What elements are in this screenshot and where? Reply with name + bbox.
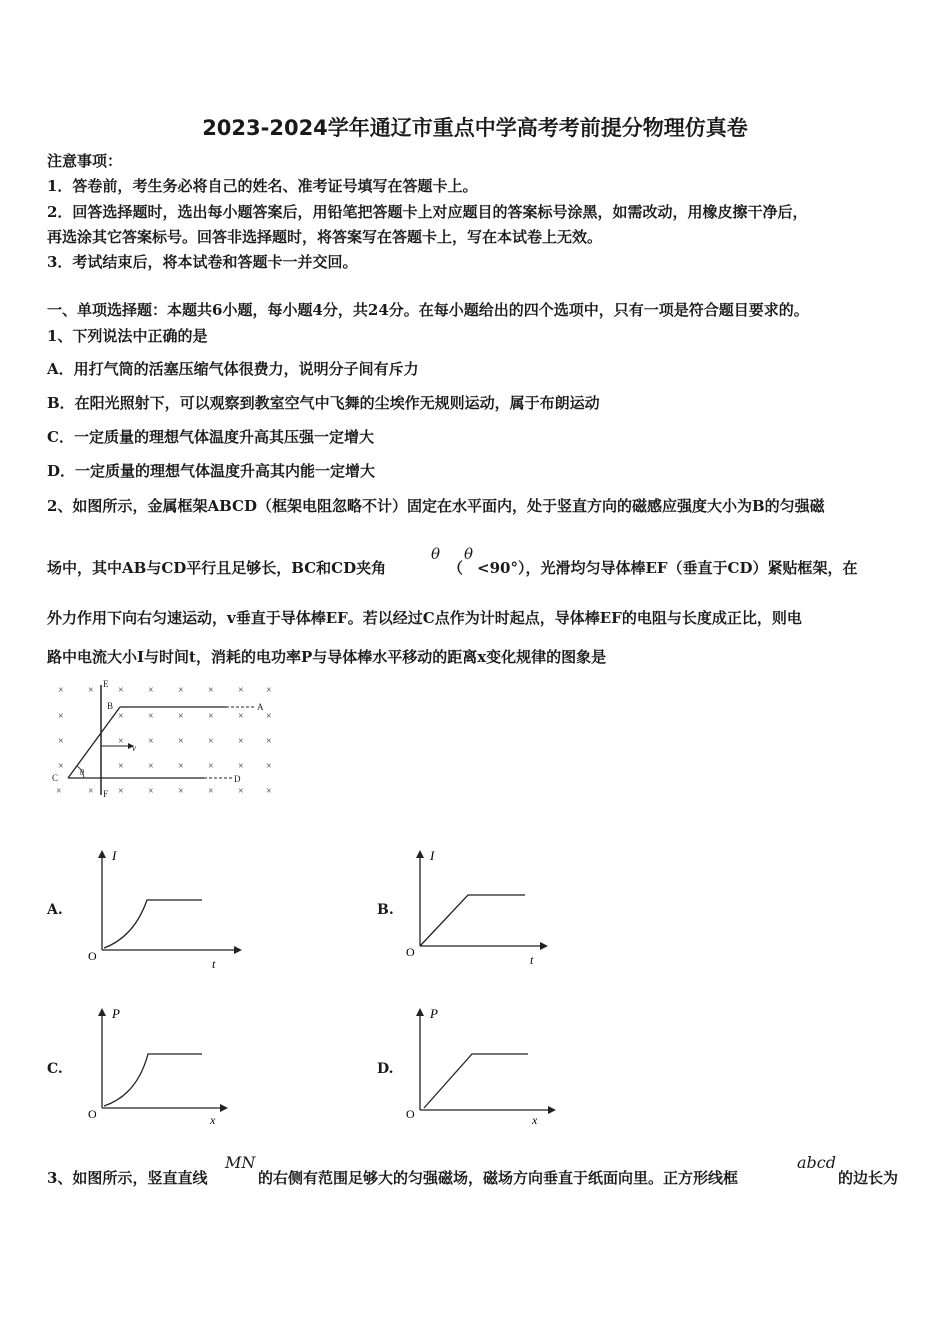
notice-item: 3．考试结束后，将本试卷和答题卡一并交回。 bbox=[47, 253, 358, 271]
graph-ylabel: I bbox=[430, 848, 435, 863]
graph-option-b-letter: B. bbox=[377, 902, 394, 918]
label-b: B bbox=[107, 701, 114, 711]
svg-text:×: × bbox=[118, 786, 124, 797]
question-2-line: 场中，其中AB与CD平行且足够长，BC和CD夹角 bbox=[47, 559, 387, 577]
svg-text:×: × bbox=[266, 736, 272, 747]
question-3-line: 的右侧有范围足够大的匀强磁场，磁场方向垂直于纸面向里。正方形线框 bbox=[258, 1169, 739, 1187]
svg-text:×: × bbox=[208, 685, 214, 696]
graph-origin: O bbox=[406, 1107, 415, 1121]
svg-text:×: × bbox=[266, 711, 272, 722]
label-f: F bbox=[103, 789, 109, 799]
svg-text:×: × bbox=[238, 711, 244, 722]
label-d: D bbox=[234, 774, 241, 784]
notice-heading: 注意事项： bbox=[47, 152, 123, 170]
graph-option-c bbox=[82, 1000, 252, 1130]
graph-xlabel: t bbox=[212, 957, 216, 971]
svg-text:×: × bbox=[238, 685, 244, 696]
question-2-line: （ bbox=[448, 559, 464, 577]
graph-option-d-letter: D. bbox=[377, 1061, 394, 1077]
graph-origin: O bbox=[88, 1107, 97, 1121]
question-1-option-d: D．一定质量的理想气体温度升高其内能一定增大 bbox=[47, 462, 376, 480]
svg-text:×: × bbox=[148, 761, 154, 772]
svg-text:×: × bbox=[118, 761, 124, 772]
svg-text:×: × bbox=[208, 711, 214, 722]
question-3-line: 3、如图所示，竖直直线 bbox=[47, 1169, 208, 1187]
question-2-line: 外力作用下向右匀速运动，v垂直于导体棒EF。若以经过C点作为计时起点，导体棒EF的电阻与长度成正比，则电 bbox=[47, 609, 802, 627]
svg-text:×: × bbox=[118, 685, 124, 696]
mn-symbol: MN bbox=[225, 1153, 256, 1172]
label-theta: θ bbox=[80, 768, 84, 777]
svg-text:×: × bbox=[148, 711, 154, 722]
question-1-option-b: B．在阳光照射下，可以观察到教室空气中飞舞的尘埃作无规则运动，属于布朗运动 bbox=[47, 394, 600, 412]
label-c: C bbox=[52, 773, 59, 783]
svg-text:×: × bbox=[238, 786, 244, 797]
svg-text:×: × bbox=[208, 761, 214, 772]
label-v: v bbox=[132, 743, 136, 753]
svg-text:×: × bbox=[178, 736, 184, 747]
question-2-line: 2、如图所示，金属框架ABCD（框架电阻忽略不计）固定在水平面内，处于竖直方向的磁感应强度大小为B的匀强磁 bbox=[47, 497, 825, 515]
svg-text:×: × bbox=[266, 685, 272, 696]
graph-ylabel: I bbox=[112, 848, 117, 863]
svg-text:×: × bbox=[266, 761, 272, 772]
graph-xlabel: x bbox=[532, 1113, 538, 1127]
svg-text:×: × bbox=[208, 736, 214, 747]
question-3-line: 的边长为 bbox=[838, 1169, 899, 1187]
theta-symbol: θ bbox=[464, 545, 474, 563]
label-e: E bbox=[103, 679, 109, 689]
graph-xlabel: x bbox=[210, 1113, 216, 1127]
svg-text:×: × bbox=[178, 786, 184, 797]
svg-text:×: × bbox=[178, 711, 184, 722]
notice-item: 再选涂其它答案标号。回答非选择题时，将答案写在答题卡上，写在本试卷上无效。 bbox=[47, 228, 603, 246]
svg-text:×: × bbox=[58, 736, 64, 747]
graph-option-a-letter: A. bbox=[47, 902, 63, 918]
page-title: 2023-2024学年通辽市重点中学高考考前提分物理仿真卷 bbox=[202, 116, 748, 140]
svg-text:×: × bbox=[88, 685, 94, 696]
graph-ylabel: P bbox=[430, 1006, 438, 1021]
svg-text:×: × bbox=[118, 711, 124, 722]
section-heading: 一、单项选择题：本题共6小题，每小题4分，共24分。在每小题给出的四个选项中，只有一项是符合题目要求的。 bbox=[47, 301, 809, 319]
graph-ylabel: P bbox=[112, 1006, 120, 1021]
graph-xlabel: t bbox=[530, 953, 534, 967]
question-1-stem: 1、下列说法中正确的是 bbox=[47, 327, 208, 345]
graph-option-d bbox=[400, 1000, 570, 1130]
svg-text:×: × bbox=[148, 786, 154, 797]
svg-text:×: × bbox=[58, 685, 64, 696]
svg-text:×: × bbox=[148, 685, 154, 696]
question-1-option-a: A．用打气筒的活塞压缩气体很费力，说明分子间有斥力 bbox=[47, 360, 419, 378]
svg-text:×: × bbox=[58, 761, 64, 772]
svg-text:×: × bbox=[178, 685, 184, 696]
svg-text:×: × bbox=[148, 736, 154, 747]
notice-item: 1．答卷前，考生务必将自己的姓名、准考证号填写在答题卡上。 bbox=[47, 177, 478, 195]
svg-text:×: × bbox=[238, 761, 244, 772]
svg-text:×: × bbox=[178, 761, 184, 772]
svg-text:×: × bbox=[118, 736, 124, 747]
question-2-line: 路中电流大小I与时间t，消耗的电功率P与导体棒水平移动的距离x变化规律的图象是 bbox=[47, 648, 607, 666]
notice-item: 2．回答选择题时，选出每小题答案后，用铅笔把答题卡上对应题目的答案标号涂黑，如需改动，用橡皮擦干净后， bbox=[47, 203, 808, 221]
frame-figure bbox=[44, 677, 284, 802]
label-a: A bbox=[257, 702, 264, 712]
svg-text:×: × bbox=[56, 786, 62, 797]
graph-origin: O bbox=[88, 949, 97, 963]
abcd-symbol: abcd bbox=[797, 1153, 836, 1172]
question-2-line: <90°），光滑均匀导体棒EF（垂直于CD）紧贴框架，在 bbox=[477, 559, 858, 577]
graph-option-a bbox=[82, 842, 252, 972]
graph-origin: O bbox=[406, 945, 415, 959]
svg-text:×: × bbox=[238, 736, 244, 747]
svg-text:×: × bbox=[58, 711, 64, 722]
question-1-option-c: C．一定质量的理想气体温度升高其压强一定增大 bbox=[47, 428, 374, 446]
graph-option-b bbox=[400, 842, 570, 972]
theta-symbol: θ bbox=[431, 545, 441, 563]
graph-option-c-letter: C. bbox=[47, 1061, 63, 1077]
svg-text:×: × bbox=[208, 786, 214, 797]
svg-text:×: × bbox=[266, 786, 272, 797]
svg-text:×: × bbox=[88, 786, 94, 797]
